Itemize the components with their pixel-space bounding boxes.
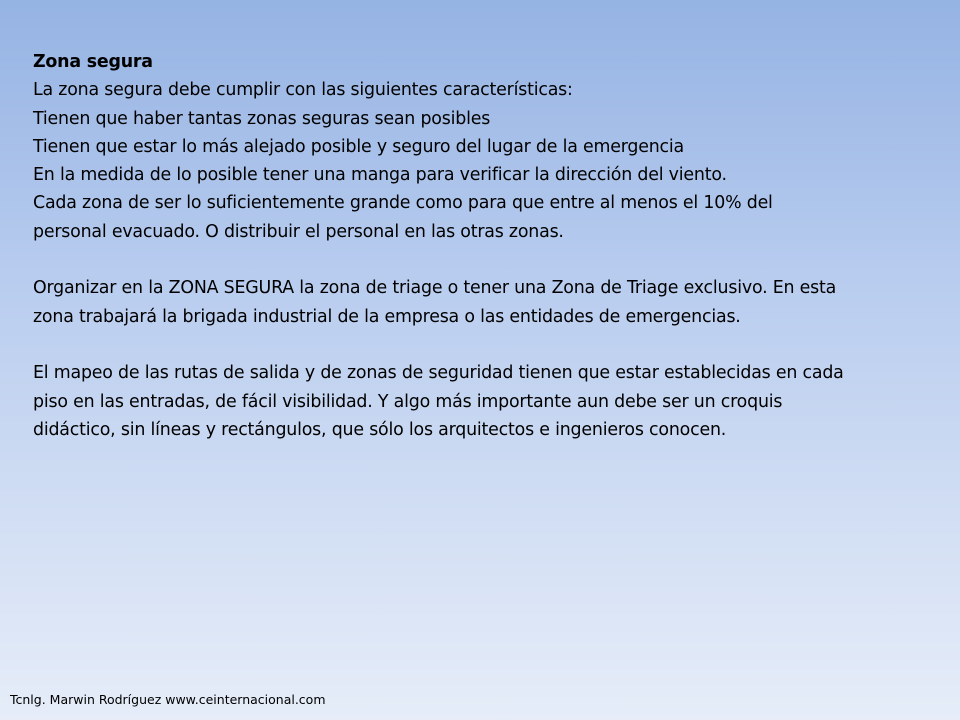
requirement-line: Tienen que haber tantas zonas seguras sean posibles bbox=[33, 108, 491, 129]
requirement-line: Cada zona de ser lo suficientemente grande como para que entre al menos el 10% del bbox=[33, 193, 773, 214]
triage-line: zona trabajará la brigada industrial de la empresa o las entidades de emergencias. bbox=[33, 306, 741, 327]
footer-credit: Tcnlg. Marwin Rodríguez www.ceinternacional.com bbox=[10, 692, 326, 707]
paragraph-spacer bbox=[33, 331, 948, 359]
paragraph-spacer bbox=[33, 246, 948, 274]
slide-body bbox=[33, 48, 948, 444]
intro-line: La zona segura debe cumplir con las siguientes características: bbox=[33, 80, 573, 101]
requirement-line: personal evacuado. O distribuir el personal en las otras zonas. bbox=[33, 221, 564, 242]
mapping-line: piso en las entradas, de fácil visibilidad. Y algo más importante aun debe ser un croquis bbox=[33, 391, 783, 412]
mapping-line: didáctico, sin líneas y rectángulos, que sólo los arquitectos e ingenieros conocen. bbox=[33, 419, 727, 440]
triage-line: Organizar en la ZONA SEGURA la zona de triage o tener una Zona de Triage exclusivo. En esta bbox=[33, 278, 837, 299]
requirement-line: Tienen que estar lo más alejado posible y seguro del lugar de la emergencia bbox=[33, 136, 685, 157]
requirement-line: En la medida de lo posible tener una manga para verificar la dirección del viento. bbox=[33, 165, 727, 186]
mapping-line: El mapeo de las rutas de salida y de zonas de seguridad tienen que estar establecidas en cada bbox=[33, 363, 844, 384]
slide-title: Zona segura bbox=[33, 52, 153, 72]
